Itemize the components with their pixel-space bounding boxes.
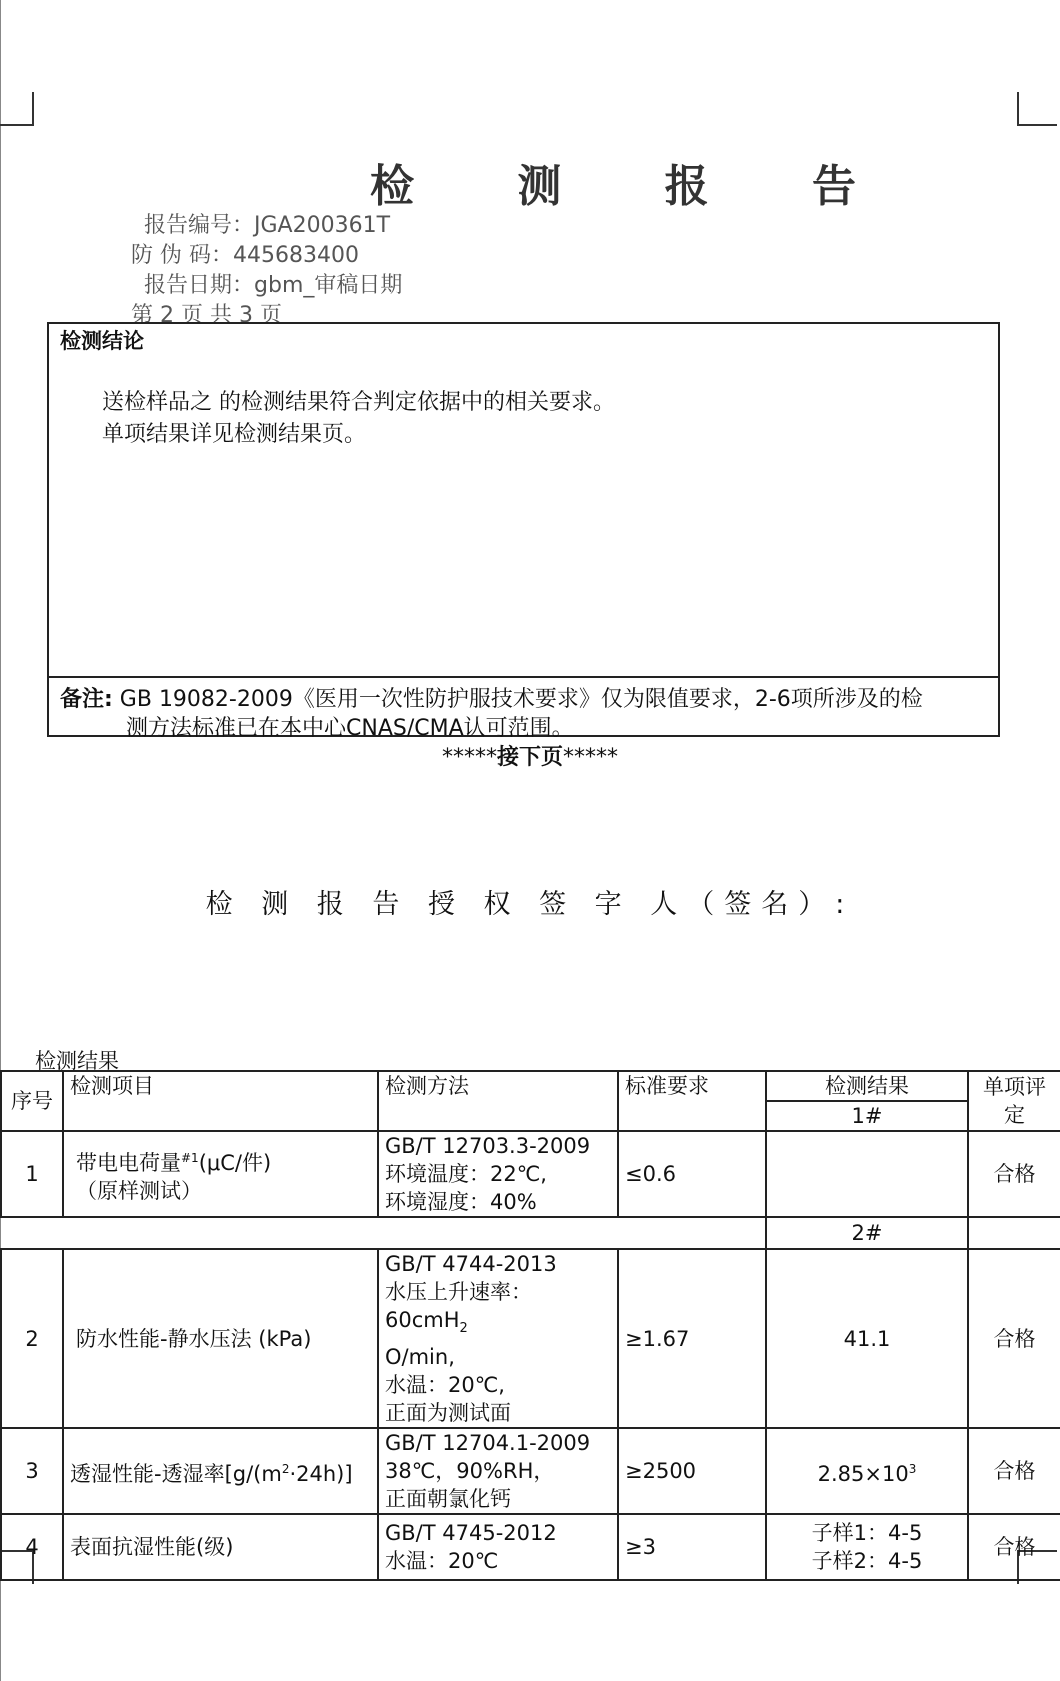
table-row — [1, 1131, 1060, 1217]
row2-standard: ≥1.67 — [618, 1249, 766, 1428]
row2-judgement: 合格 — [968, 1249, 1060, 1428]
results-label: 检测结果 — [35, 1049, 119, 1073]
conclusion-label: 检测结论 — [60, 329, 144, 353]
report-number-line — [144, 208, 390, 239]
row4-standard: ≥3 — [618, 1514, 766, 1580]
continued-stars-left: ***** — [441, 745, 497, 770]
note-label: 备注: — [60, 687, 113, 712]
sample-row-blank-2 — [968, 1217, 1060, 1249]
report-date: gbm_审稿日期 — [254, 273, 403, 298]
report-date-label: 报告日期： — [144, 273, 255, 298]
sample-row-blank — [1, 1217, 766, 1249]
header-sample-1: 1# — [766, 1101, 968, 1131]
row2-item: 防水性能-静水压法 (kPa) — [63, 1249, 378, 1428]
row3-item: 透湿性能-透湿率$[g/(m^2\cdot 24h)]$ — [63, 1428, 378, 1514]
row1-seq: 1 — [1, 1131, 63, 1217]
row4-seq: 4 — [1, 1514, 63, 1580]
header-method: 检测方法 — [378, 1071, 618, 1131]
row4-result: 子样1：4-5 子样2：4-5 — [766, 1514, 968, 1580]
anti-fake-line — [131, 238, 359, 269]
row2-seq: 2 — [1, 1249, 63, 1428]
row1-result — [766, 1131, 968, 1217]
header-standard: 标准要求 — [618, 1071, 766, 1131]
conclusion-text-1: 送检样品之 的检测结果符合判定依据中的相关要求。 — [102, 390, 615, 415]
header-item: 检测项目 — [63, 1071, 378, 1131]
report-title: 检 测 报 告 — [370, 161, 900, 212]
anti-fake-label: 防 伪 码： — [131, 243, 233, 268]
note-line-1 — [60, 682, 923, 713]
note-line-2: 测方法标准已在本中心CNAS/CMA认可范围。 — [126, 716, 574, 741]
row2-result: 41.1 — [766, 1249, 968, 1428]
sample-row — [1, 1217, 1060, 1249]
row1-standard: ≤0.6 — [618, 1131, 766, 1217]
table-row — [1, 1514, 1060, 1580]
row4-judgement: 合格 — [968, 1514, 1060, 1580]
row4-item: 表面抗湿性能(级) — [63, 1514, 378, 1580]
conclusion-text-2: 单项结果详见检测结果页。 — [102, 422, 367, 447]
row3-method: GB/T 12704.1-2009 38℃，90%RH， 正面朝氯化钙 — [378, 1428, 618, 1514]
sample-2-label: 2# — [766, 1217, 968, 1249]
row3-judgement: 合格 — [968, 1428, 1060, 1514]
table-row — [1, 1428, 1060, 1514]
row1-method: GB/T 12703.3-2009 环境温度：22℃, 环境湿度：40% — [378, 1131, 618, 1217]
table-row — [1, 1249, 1060, 1428]
continued-marker — [0, 740, 1060, 771]
crop-mark-top-right — [1017, 92, 1057, 126]
header-result: 检测结果 — [766, 1071, 968, 1101]
row1-item: 带电电荷量$^{\#1}$(μC/件) （原样测试） — [63, 1131, 378, 1217]
continued-text: 接下页 — [496, 745, 563, 770]
row4-method: GB/T 4745-2012 水温：20℃ — [378, 1514, 618, 1580]
crop-mark-top-left — [0, 92, 34, 126]
header-judgement: 单项评定 — [968, 1071, 1060, 1131]
report-number-label: 报告编号： — [144, 213, 255, 238]
row3-seq: 3 — [1, 1428, 63, 1514]
signatory-label: 检 测 报 告 授 权 签 字 人（签名）: — [205, 889, 855, 920]
anti-fake-code: 445683400 — [233, 243, 359, 268]
report-date-line — [144, 268, 402, 299]
header-row — [1, 1071, 1060, 1101]
row3-standard: ≥2500 — [618, 1428, 766, 1514]
results-table — [0, 1070, 1060, 1581]
page-info: 第 2 页 共 3 页 — [131, 303, 282, 328]
conclusion-divider — [47, 676, 1000, 678]
note-text-1: GB 19082-2009《医用一次性防护服技术要求》仅为限值要求，2-6项所涉及的检 — [112, 687, 923, 712]
row2-method: GB/T 4744-2013 水压上升速率：60cmH$_2$ O/min, 水温：20℃, 正面为测试面 — [378, 1249, 618, 1428]
row3-result: $2.85\times 10^3$ — [766, 1428, 968, 1514]
report-number: JGA200361T — [254, 213, 391, 238]
continued-stars-right: ***** — [563, 745, 618, 770]
header-seq: 序号 — [1, 1071, 63, 1131]
row1-judgement: 合格 — [968, 1131, 1060, 1217]
